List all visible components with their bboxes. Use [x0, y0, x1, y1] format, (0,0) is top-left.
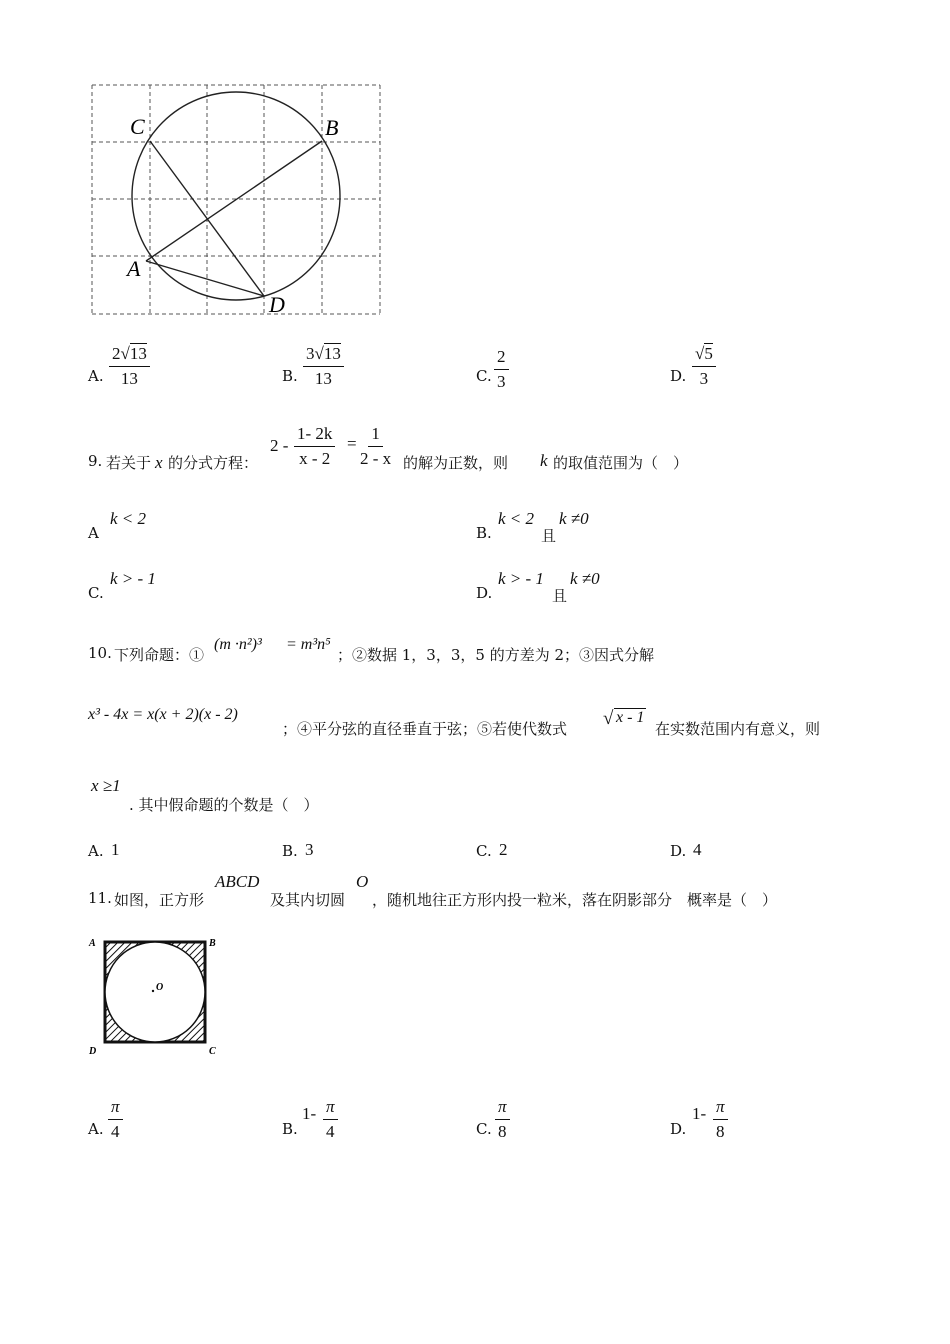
label-d: D — [269, 292, 285, 317]
circle-grid-figure — [80, 75, 390, 325]
center-dot — [152, 990, 154, 992]
label-b: B — [209, 938, 216, 949]
label-a: A — [127, 256, 141, 281]
label-c: C — [209, 1046, 216, 1057]
chord-ab — [146, 141, 322, 261]
circle-outline — [132, 92, 340, 300]
label-c: C — [130, 114, 145, 139]
label-d: D — [89, 1046, 97, 1057]
inscribed-circle — [105, 942, 205, 1042]
square-incircle-figure — [85, 932, 225, 1062]
label-o: O — [156, 982, 164, 993]
label-b: B — [325, 115, 339, 140]
label-a: A — [89, 938, 96, 949]
chord-ad — [146, 261, 264, 296]
